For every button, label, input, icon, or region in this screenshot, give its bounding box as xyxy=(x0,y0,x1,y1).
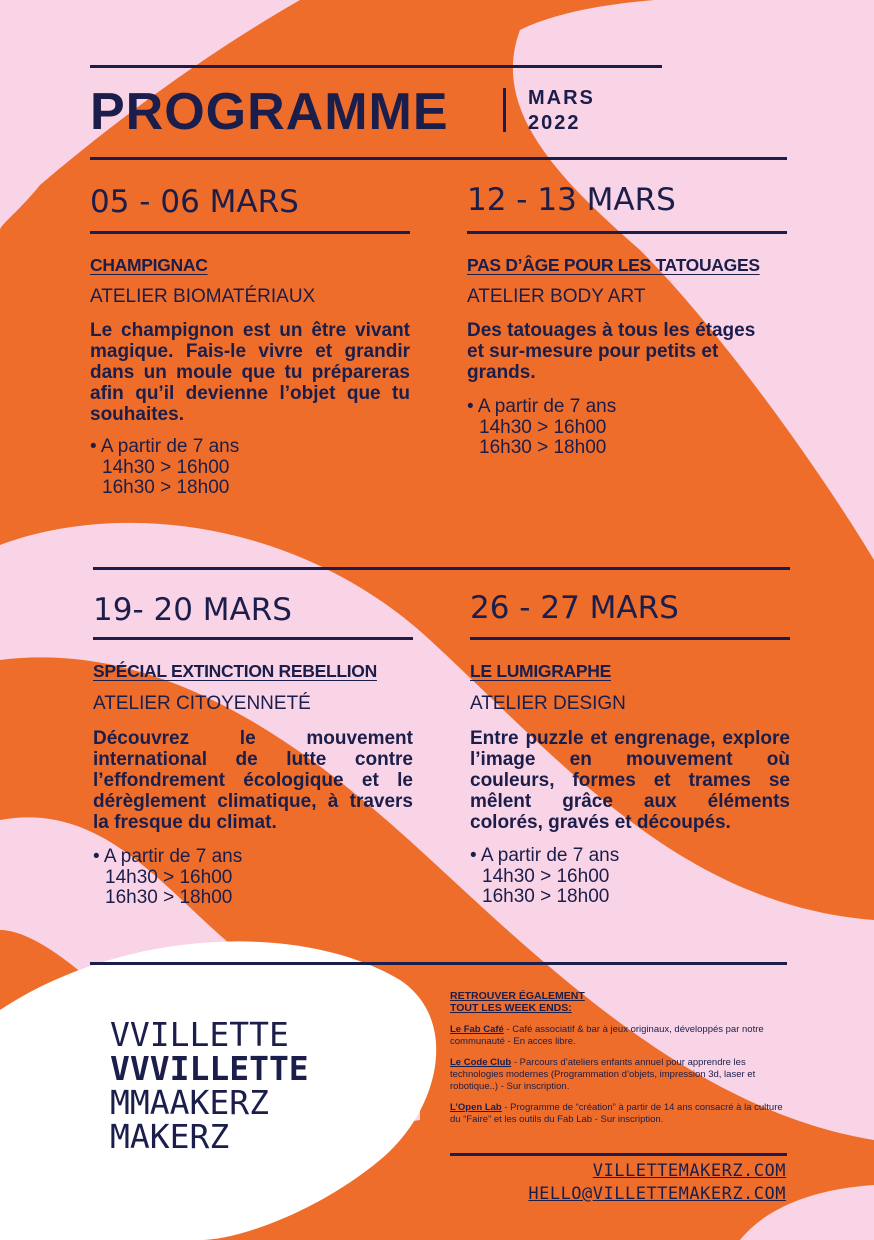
event-age: • A partir de 7 ans xyxy=(470,845,620,866)
event-subtitle: ATELIER BODY ART xyxy=(467,286,646,307)
header-bottom-rule xyxy=(90,157,787,160)
event-date-rule xyxy=(467,231,787,234)
event-info xyxy=(90,437,239,499)
event-date-rule xyxy=(90,231,410,234)
weekend-item-name: Le Code Club xyxy=(450,1057,512,1068)
event-slot: 16h30 > 18h00 xyxy=(482,886,610,907)
weekend-item-name: Le Fab Café xyxy=(450,1024,504,1035)
header-date xyxy=(528,86,595,136)
website-link[interactable]: VILLETTEMAKERZ.COM xyxy=(592,1161,786,1181)
villette-makerz-logo xyxy=(110,1015,309,1156)
header-month: MARS xyxy=(528,87,595,109)
event-slot: 16h30 > 18h00 xyxy=(105,887,233,908)
weekend-item xyxy=(450,1024,788,1048)
title-separator xyxy=(503,88,506,132)
event-info xyxy=(93,847,242,909)
footer-rule xyxy=(90,962,787,965)
weekend-item xyxy=(450,1057,788,1093)
page-title: PROGRAMME xyxy=(90,83,449,141)
event-description: Entre puzzle et engrenage, explore l’image en mouvement où couleurs, formes et trames se mêlent grâce aux éléments colorés, gravés et découpés. xyxy=(470,728,790,833)
logo-line: MAKERZ xyxy=(110,1117,230,1156)
event-info xyxy=(470,846,619,908)
weekend-item-text: - Café associatif & bar à jeux originaux, développés par notre communauté - En acces libre. xyxy=(450,1024,764,1047)
weekend-item xyxy=(450,1102,788,1126)
event-description: Des tatouages à tous les étages et sur-mesure pour petits et grands. xyxy=(467,320,756,383)
weekend-info xyxy=(450,990,788,1126)
header-year: 2022 xyxy=(528,112,581,134)
event-subtitle: ATELIER BIOMATÉRIAUX xyxy=(90,286,316,307)
event-info xyxy=(467,397,616,459)
event-slot: 14h30 > 16h00 xyxy=(479,416,607,438)
event-title: SPÉCIAL EXTINCTION REBELLION xyxy=(93,661,377,681)
weekend-heading: RETROUVER ÉGALEMENT xyxy=(450,990,585,1002)
logo-line: MMAAKERZ xyxy=(110,1083,269,1122)
contact-rule xyxy=(450,1153,787,1156)
event-date-rule xyxy=(470,637,790,640)
event-slot: 16h30 > 18h00 xyxy=(102,477,230,498)
logo-line: VVILLETTE xyxy=(110,1015,289,1054)
event-description: Découvrez le mouvement international de lutte contre l’effondrement écologique et le dérèglement climatique, à travers la fresque du climat. xyxy=(93,728,413,833)
event-subtitle: ATELIER CITOYENNETÉ xyxy=(93,693,311,714)
event-date: 05 - 06 MARS xyxy=(90,184,299,220)
header-top-rule xyxy=(90,65,662,68)
event-description: Le champignon est un être vivant magique. Fais-le vivre et grandir dans un moule que tu prépareras afin qu’il devienne l’objet que tu souhaites. xyxy=(90,320,410,425)
weekend-heading: TOUT LES WEEK ENDS: xyxy=(450,1002,572,1014)
event-title: CHAMPIGNAC xyxy=(90,255,208,275)
event-date: 19- 20 MARS xyxy=(93,592,292,628)
event-age: • A partir de 7 ans xyxy=(93,846,243,867)
event-slot: 16h30 > 18h00 xyxy=(479,437,607,458)
event-subtitle: ATELIER DESIGN xyxy=(470,693,626,714)
event-slot: 14h30 > 16h00 xyxy=(482,865,610,887)
weekend-item-text: - Parcours d’ateliers enfants annuel pour apprendre les technologies modernes (Programmation d’objets, impression 3d, laser et robotique..) - Sur inscription. xyxy=(450,1057,756,1092)
event-title: LE LUMIGRAPHE xyxy=(470,661,611,681)
logo-line: VVVILLETTE xyxy=(110,1049,309,1088)
event-slot: 14h30 > 16h00 xyxy=(102,456,230,478)
weekend-item-text: - Programme de “création” à partir de 14 ans consacré à la culture du “Faire” et les outils du Fab Lab - Sur inscription. xyxy=(450,1102,783,1125)
event-date: 12 - 13 MARS xyxy=(467,182,676,218)
event-date-rule xyxy=(93,637,413,640)
email-link[interactable]: HELLO@VILLETTEMAKERZ.COM xyxy=(528,1184,786,1204)
weekend-item-name: L’Open Lab xyxy=(450,1102,502,1113)
event-age: • A partir de 7 ans xyxy=(467,396,617,417)
event-age: • A partir de 7 ans xyxy=(90,436,240,457)
middle-rule xyxy=(93,567,790,570)
event-slot: 14h30 > 16h00 xyxy=(105,866,233,888)
event-date: 26 - 27 MARS xyxy=(470,590,679,626)
pink-blob-top-right xyxy=(513,0,874,560)
event-title: PAS D’ÂGE POUR LES TATOUAGES xyxy=(467,255,760,275)
